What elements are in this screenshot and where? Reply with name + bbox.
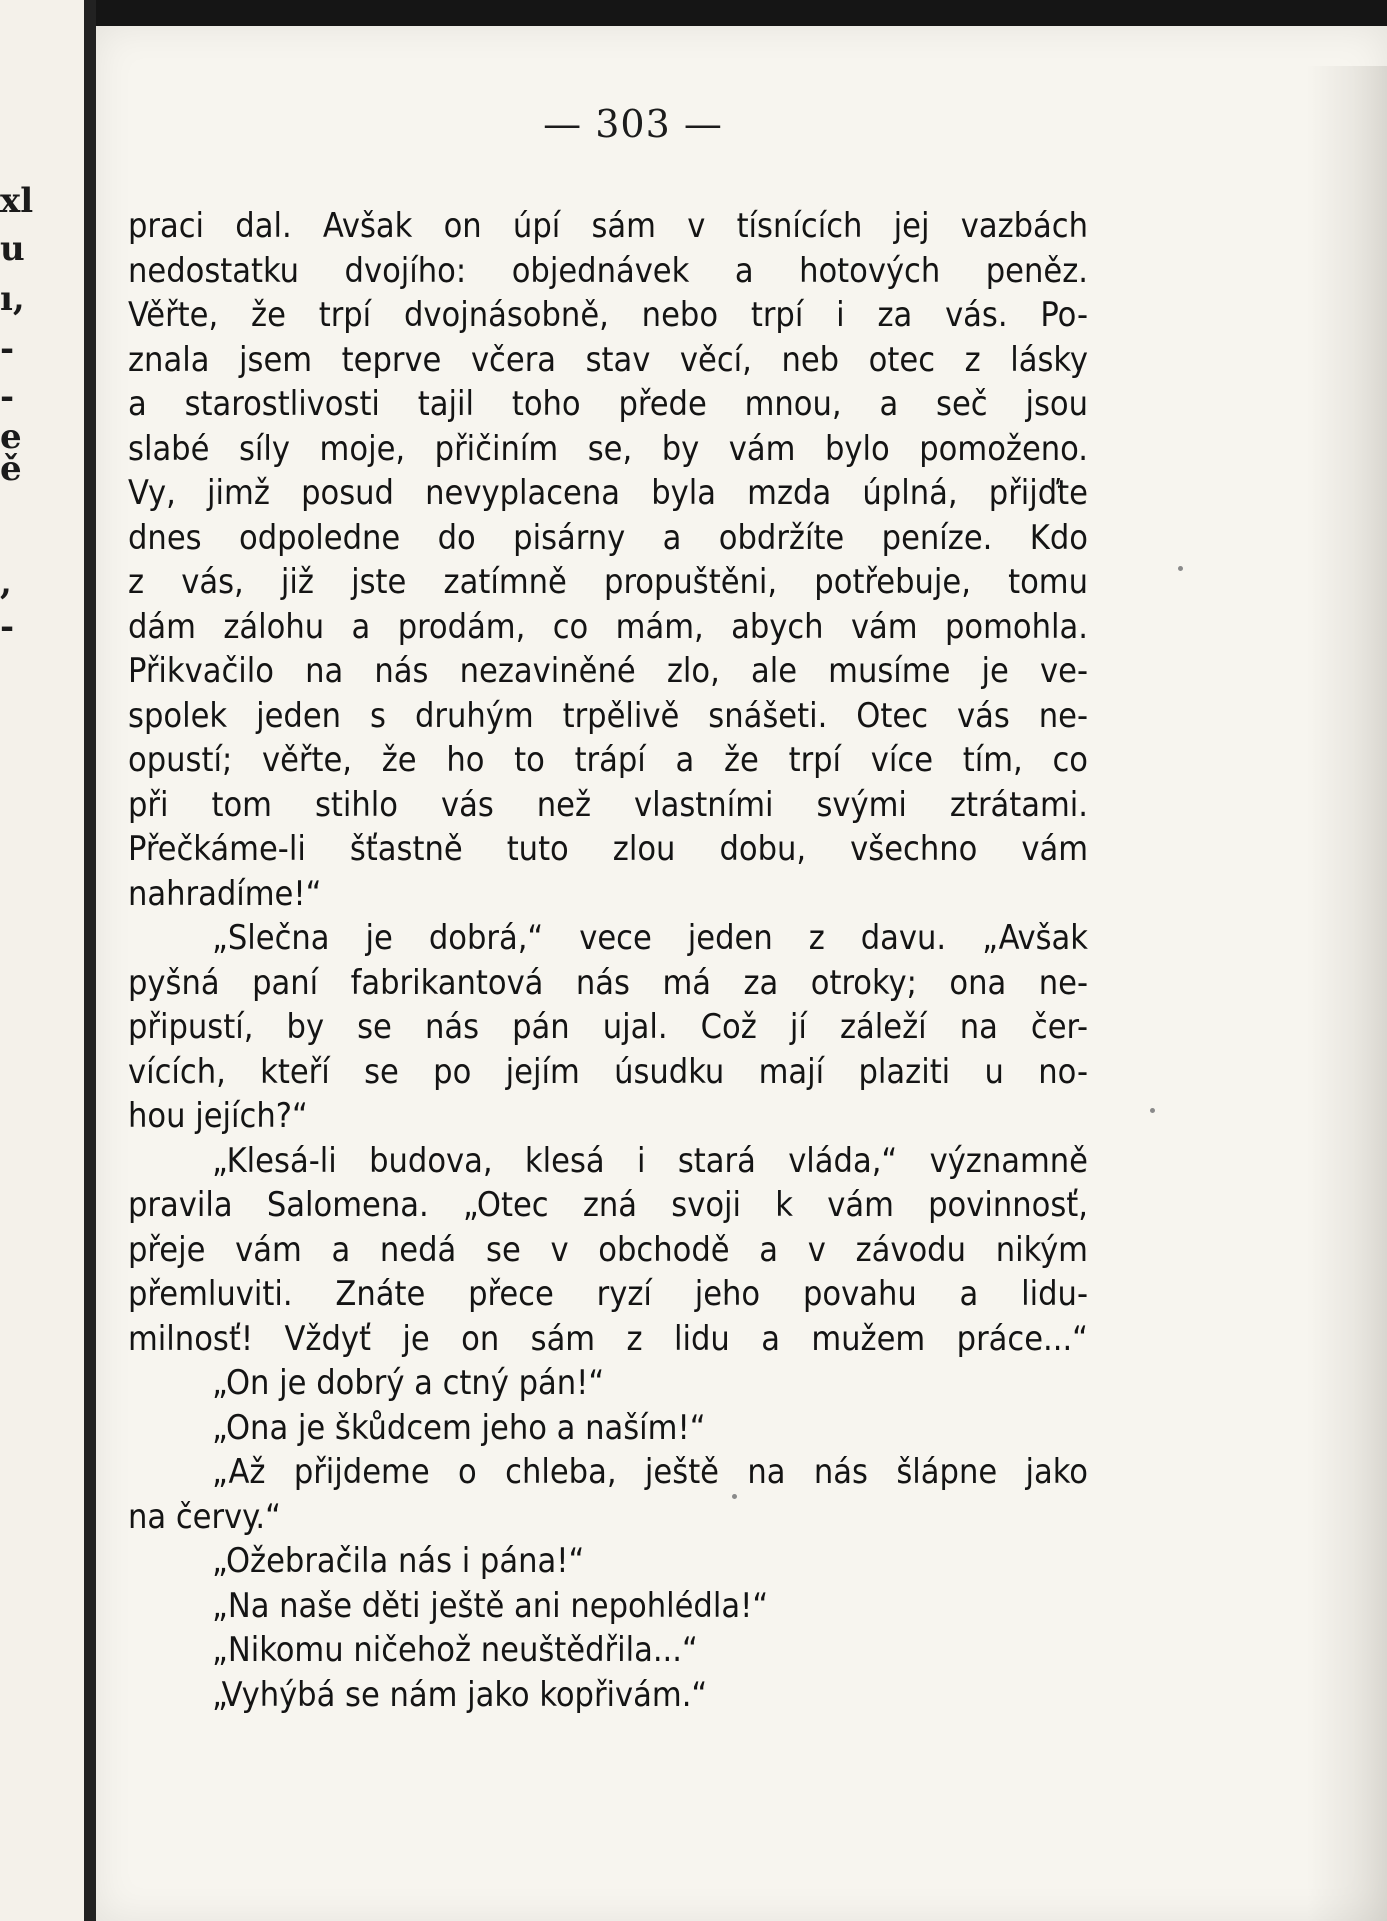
text-line: vících, kteří se po jejím úsudku mají plaziti u no- — [128, 1051, 1088, 1092]
text-line: nahradíme!“ — [128, 873, 322, 914]
text-line: pravila Salomena. „Otec zná svoji k vám povinnosť, — [128, 1185, 1088, 1225]
text-line: Vy, jimž posud nevyplacena byla mzda úplná, přijďte — [128, 473, 1088, 513]
text-line: „Ona je škůdcem jeho a naším!“ — [212, 1407, 706, 1448]
text-line: „Slečna je dobrá,“ vece jeden z davu. „Avšak — [212, 918, 1088, 958]
text-line: při tom stihlo vás než vlastními svými ztrátami. — [128, 784, 1088, 825]
text-line: na červy.“ — [128, 1496, 281, 1537]
text-line: Věřte, že trpí dvojnásobně, nebo trpí i za vás. Po- — [128, 295, 1088, 335]
text-line: znala jsem teprve včera stav věcí, neb otec z lásky — [128, 339, 1088, 380]
book-page — [96, 26, 1387, 1921]
text-line: přemluviti. Znáte přece ryzí jeho povahu a lidu- — [128, 1274, 1088, 1314]
margin-fragment: u — [0, 229, 25, 269]
text-line: přeje vám a nedá se v obchodě a v závodu nikým — [128, 1229, 1088, 1270]
text-line: „Ožebračila nás i pána!“ — [212, 1541, 585, 1581]
text-line: „Na naše děti ještě ani nepohlédla!“ — [212, 1585, 769, 1626]
text-line: z vás, již jste zatímně propuštěni, potřebuje, tomu — [128, 562, 1088, 602]
margin-fragment: - — [0, 377, 15, 417]
margin-fragment: xl — [0, 181, 34, 221]
text-line: „Až přijdeme o chleba, ještě na nás šlápne jako — [212, 1452, 1088, 1492]
body-text — [128, 204, 1088, 1717]
text-line: milnosť! Vždyť je on sám z lidu a mužem práce...“ — [128, 1318, 1088, 1359]
margin-fragment: e — [0, 417, 22, 457]
text-line: spolek jeden s druhým trpělivě snášeti. Otec vás ne- — [128, 695, 1088, 736]
page-number: — 303 — — [543, 102, 723, 146]
text-line: „Vyhýbá se nám jako kopřivám.“ — [212, 1674, 708, 1715]
margin-fragment: - — [0, 329, 15, 369]
book-gutter — [84, 0, 96, 1921]
margin-fragment: , — [0, 563, 12, 603]
text-line: a starostlivosti tajil toho přede mnou, a seč jsou — [128, 384, 1088, 424]
text-line: pyšná paní fabrikantová nás má za otroky; ona ne- — [128, 962, 1088, 1003]
text-line: hou jejích?“ — [128, 1096, 308, 1136]
margin-fragment: ě — [0, 449, 22, 489]
paper-speck — [732, 1494, 737, 1499]
margin-fragment: ı, — [0, 279, 25, 319]
text-line: připustí, by se nás pán ujal. Což jí záleží na čer- — [128, 1007, 1088, 1047]
text-line: opustí; věřte, že ho to trápí a že trpí více tím, co — [128, 740, 1088, 780]
text-line: Přikvačilo na nás nezaviněné zlo, ale musíme je ve- — [128, 651, 1088, 691]
text-line: „Klesá-li budova, klesá i stará vláda,“ významně — [212, 1140, 1088, 1181]
paper-speck — [1178, 566, 1183, 571]
margin-fragment: - — [0, 607, 15, 647]
text-line: dnes odpoledne do pisárny a obdržíte peníze. Kdo — [128, 517, 1088, 558]
previous-page-edge — [0, 0, 84, 1921]
text-line: dám zálohu a prodám, co mám, abych vám pomohla. — [128, 606, 1088, 647]
text-line: nedostatku dvojího: objednávek a hotových peněz. — [128, 250, 1088, 291]
text-line: praci dal. Avšak on úpí sám v tísnících jej vazbách — [128, 206, 1088, 246]
text-line: Přečkáme-li šťastně tuto zlou dobu, všechno vám — [128, 829, 1088, 869]
text-line: „On je dobrý a ctný pán!“ — [212, 1363, 605, 1403]
text-line: slabé síly moje, přičiním se, by vám bylo pomoženo. — [128, 428, 1088, 469]
paper-speck — [1150, 1108, 1155, 1113]
text-line: „Nikomu ničehož neuštědřila...“ — [212, 1630, 698, 1670]
